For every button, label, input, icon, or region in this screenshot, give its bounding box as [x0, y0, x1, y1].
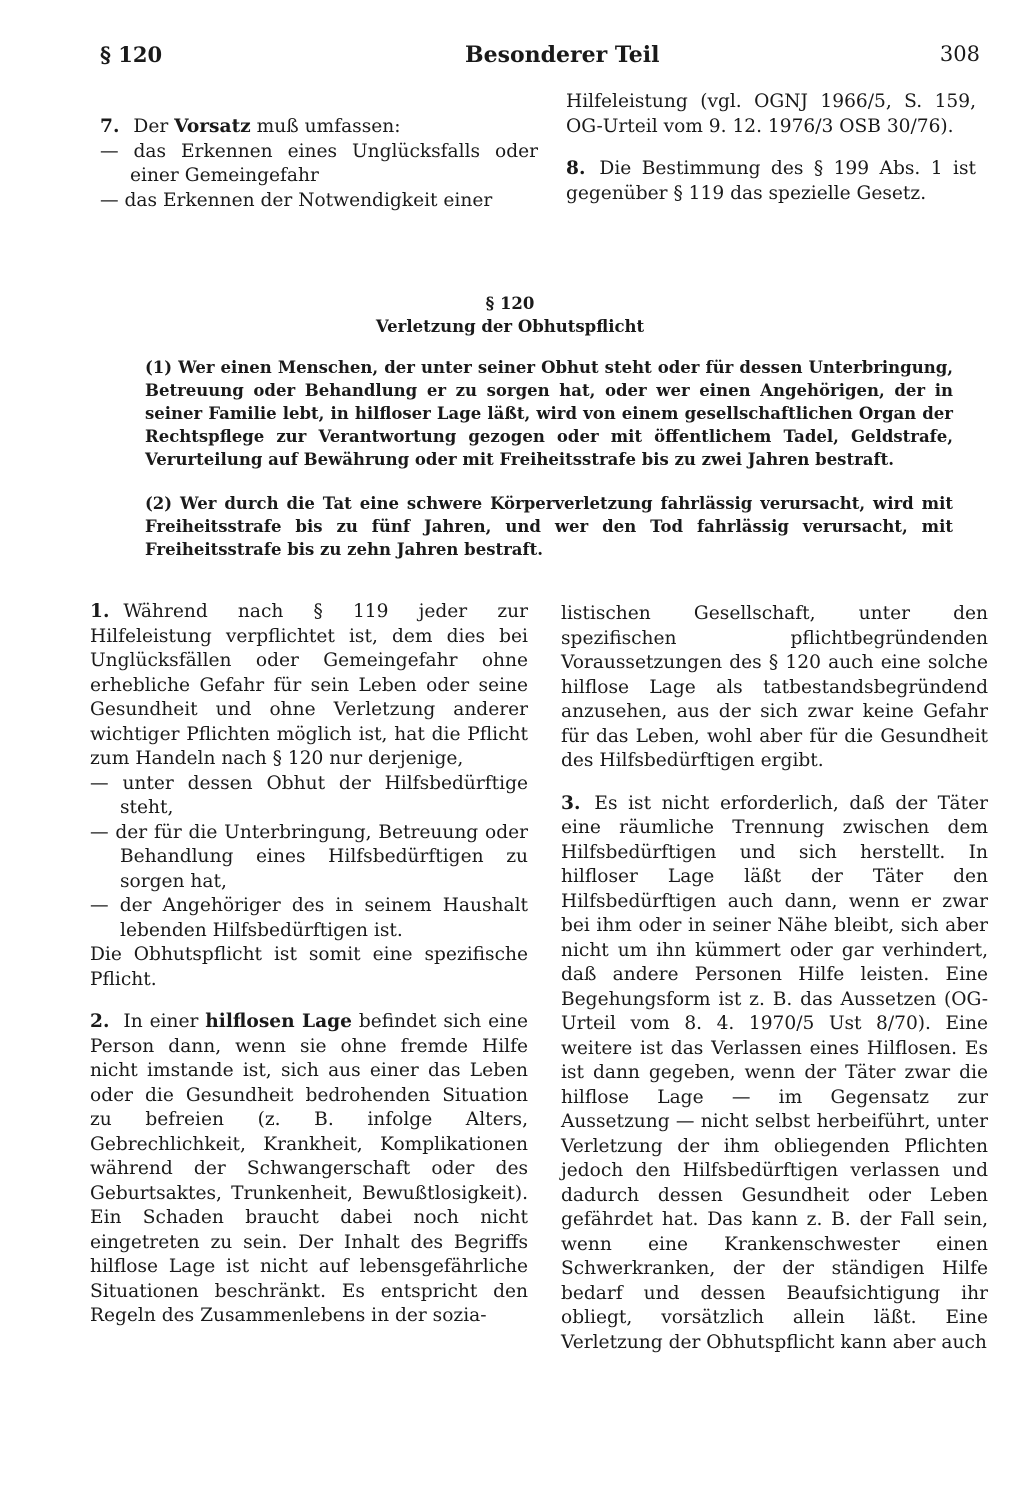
- law-paragraph-2: (2) Wer durch die Tat eine schwere Körperverletzung fahrlässig verursacht, wird mit Freiheitsstrafe bis zu fünf Jahren, und wer den Tod fahrlässig verursacht, mit Freiheitsstrafe bis zu zehn Jahren bestraft.: [145, 494, 953, 559]
- commentary-note-7: [100, 115, 538, 213]
- law-paragraph-1: (1) Wer einen Menschen, der unter seiner Obhut steht oder für dessen Unterbringung, Betreuung oder Behandlung er zu sorgen hat, oder wer einen Angehörigen, der in seiner Familie lebt, in hilfloser Lage läßt, wird von einem gesellschaftlichen Organ der Rechtspflege zur Verantwortung gezogen oder mit öffentlichem Tadel, Geldstrafe, Verurteilung auf Bewährung oder mit Freiheitsstrafe bis zu zwei Jahren bestraft.: [145, 358, 953, 469]
- commentary-note-1: [90, 600, 528, 772]
- note-2-text: befindet sich eine Person dann, wenn sie ohne fremde Hilfe nicht imstande ist, sich aus einer das Leben oder die Gesundheit bedrohenden Situation zu befreien (z. B. infolge Alters, Gebrechlichkeit, Krankheit, Komplikationen während der Schwangerschaft oder des Geburtsaktes, Trunkenheit, Bewußtlosigkeit). Ein Schaden braucht dabei noch nicht eingetreten zu sein. Der Inhalt des Begriffs hilflose Lage ist nicht auf lebensgefährliche Situationen beschränkt. Es entspricht den Regeln des Zusammenlebens in der sozia-: [90, 1011, 528, 1326]
- note-1-text: Während nach § 119 jeder zur Hilfeleistung verpflichtet ist, dem dies bei Unglücksfällen oder Gemeingefahr ohne erhebliche Gefahr für sein Leben oder seine Gesundheit und ohne Verletzung anderer wichtiger Pflichten möglich ist, hat die Pflicht zum Handeln nach § 120 nur derjenige,: [90, 601, 528, 769]
- note-1-number: 1.: [90, 601, 110, 622]
- law-heading: [300, 292, 720, 338]
- note-2-number: 2.: [90, 1011, 110, 1032]
- law-section-title: Verletzung der Obhutspflicht: [375, 317, 645, 336]
- note-7-item: — das Erkennen eines Unglücksfalls oder einer Gemeingefahr: [100, 140, 538, 186]
- note-8-number: 8.: [566, 158, 586, 179]
- note-7-intro: [100, 115, 538, 140]
- commentary-note-8: [566, 157, 976, 206]
- note-2-continuation: listischen Gesellschaft, unter den spezifischen pflichtbegründenden Voraussetzungen des § 120 auch eine solche hilflose Lage als tatbestandsbegründend anzusehen, aus der sich zwar keine Gefahr für das Leben, wohl aber für die Gesundheit des Hilfsbedürftigen ergibt.: [561, 603, 988, 771]
- note-7-number: 7.: [100, 116, 120, 137]
- header-section: § 120: [100, 42, 163, 67]
- commentary-column-right: [561, 602, 988, 1355]
- note-7-item: — das Erkennen der Notwendigkeit einer: [100, 189, 493, 211]
- note-1-item: — der Angehöriger des in seinem Haushalt lebenden Hilfsbedürftigen ist.: [90, 895, 528, 941]
- note-1-item: — der für die Unterbringung, Betreuung oder Behandlung eines Hilfsbedürftigen zu sorgen hat,: [90, 821, 528, 892]
- commentary-note-2: [90, 1010, 528, 1329]
- note-1-conclusion: Die Obhutspflicht ist somit eine spezifische Pflicht.: [90, 944, 528, 990]
- running-header: [100, 42, 980, 76]
- commentary-column-left: [90, 600, 528, 1329]
- note-7-intro-post: muß umfassen:: [250, 116, 401, 137]
- note-7-term: Vorsatz: [174, 116, 251, 137]
- note-3-number: 3.: [561, 792, 581, 814]
- page-number: 308: [939, 42, 980, 66]
- header-title: Besonderer Teil: [465, 42, 660, 68]
- law-section-number: § 120: [485, 294, 535, 313]
- note-7-intro-pre: Der: [133, 116, 175, 137]
- note-7-continuation: Hilfeleistung (vgl. OGNJ 1966/5, S. 159, OG-Urteil vom 9. 12. 1976/3 OSB 30/76).: [566, 91, 976, 137]
- note-3-text: Es ist nicht erforderlich, daß der Täter eine räumliche Trennung zwischen dem Hilfsbedürftigen und sich herstellt. In hilfloser Lage läßt der Täter den Hilfsbedürftigen auch dann, wenn er zwar bei ihm oder in seiner Nähe bleibt, sich aber nicht um ihn kümmert oder gar verhindert, daß andere Personen Hilfe leisten. Eine Begehungsform ist z. B. das Aussetzen (OG-Urteil vom 8. 4. 1970/5 Ust 8/70). Eine weitere ist das Verlassen eines Hilflosen. Es ist dann gegeben, wenn der Täter zwar die hilflose Lage — im Gegensatz zur Aussetzung — nicht selbst herbeiführt, unter Verletzung der ihm obliegenden Pflichten jedoch den Hilfsbedürftigen verlassen und dadurch dessen Gesundheit oder Leben gefährdet hat. Das kann z. B. der Fall sein, wenn eine Krankenschwester einen Schwerkranken, der der ständigen Hilfe bedarf und dessen Beaufsichtigung ihr obliegt, vorsätzlich allein läßt. Eine Verletzung der Obhutspflicht kann aber auch: [561, 792, 988, 1353]
- note-8-text: Die Bestimmung des § 199 Abs. 1 ist gegenüber § 119 das spezielle Gesetz.: [566, 158, 976, 204]
- note-1-item: — unter dessen Obhut der Hilfsbedürftige steht,: [90, 772, 528, 818]
- note-2-pre: In einer: [123, 1011, 206, 1032]
- commentary-continuation: [566, 90, 976, 206]
- commentary-note-3: [561, 792, 988, 1356]
- note-2-term: hilflosen Lage: [205, 1011, 352, 1032]
